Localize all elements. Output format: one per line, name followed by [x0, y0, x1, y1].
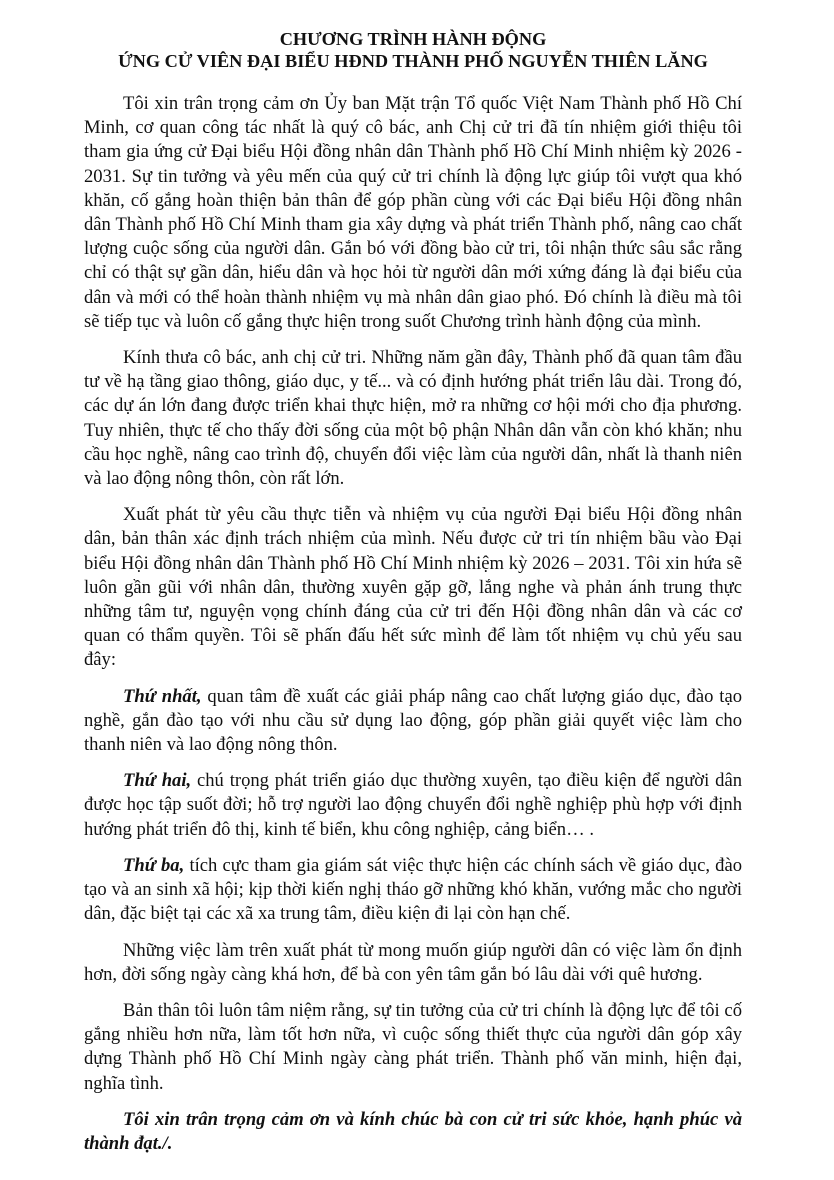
paragraph-pledge: Xuất phát từ yêu cầu thực tiễn và nhiệm vụ của người Đại biểu Hội đồng nhân dân, bản thân xác định trách nhiệm của mình. Nếu được cử tri tín nhiệm bầu vào Đại biểu Hội đồng nhân dân Thành phố Hồ Chí Minh nhiệm kỳ 2026 – 2031. Tôi xin hứa sẽ luôn gần gũi với nhân dân, thường xuyên gặp gỡ, lắng nghe và phản ánh trung thực những tâm tư, nguyện vọng chính đáng của cử tri đến Hội đồng nhân dân và các cơ quan có thẩm quyền. Tôi sẽ phấn đấu hết sức mình để làm tốt nhiệm vụ chủ yếu sau đây:: [84, 504, 742, 671]
paragraph-goal: Những việc làm trên xuất phát từ mong muốn giúp người dân có việc làm ổn định hơn, đời sống ngày càng khá hơn, để bà con yên tâm gắn bó lâu dài với quê hương.: [84, 939, 742, 985]
paragraph-motivation: Bản thân tôi luôn tâm niệm rằng, sự tin tưởng của cử tri chính là động lực để tôi cố gắng nhiều hơn nữa, làm tốt hơn nữa, vì cuộc sống thiết thực của người dân góp xây dựng Thành phố Hồ Chí Minh ngày càng phát triển. Thành phố văn minh, hiện đại, nghĩa tình.: [84, 999, 742, 1094]
commitment-second: [84, 769, 742, 842]
paragraph-intro: Tôi xin trân trọng cảm ơn Ủy ban Mặt trận Tổ quốc Việt Nam Thành phố Hồ Chí Minh, cơ quan công tác nhất là quý cô bác, anh Chị cử tri đã tín nhiệm giới thiệu tôi tham gia ứng cử Đại biểu Hội đồng nhân dân Thành phố Hồ Chí Minh nhiệm kỳ 2026 - 2031. Sự tin tưởng và yêu mến của quý cử tri chính là động lực giúp tôi vượt qua khó khăn, cố gắng hoàn thiện bản thân để góp phần cùng với các Đại biểu Hội đồng nhân dân Thành phố Hồ Chí Minh tham gia xây dựng và phát triển Thành phố, nâng cao chất lượng cuộc sống của người dân. Gắn bó với đồng bào cử tri, tôi nhận thức sâu sắc rằng chỉ có thật sự gần dân, hiểu dân và học hỏi từ người dân mới xứng đáng là đại biểu của dân và mới có thể hoàn thành nhiệm vụ mà nhân dân giao phó. Đó chính là điều mà tôi sẽ tiếp tục và luôn cố gắng thực hiện trong suốt Chương trình hành động của mình.: [84, 93, 742, 332]
closing-remark: Tôi xin trân trọng cảm ơn và kính chúc bà con cử tri sức khỏe, hạnh phúc và thành đạt./.: [84, 1108, 742, 1154]
commitment-third: [84, 854, 742, 927]
commitment-text: chú trọng phát triển giáo dục thường xuyên, tạo điều kiện để người dân được học tập suốt đời; hỗ trợ người lao động chuyển đổi nghề nghiệp phù hợp với định hướng phát triển đô thị, kinh tế biển, khu công nghiệp, cảng biển… .: [84, 770, 742, 840]
commitment-lead: Thứ ba,: [123, 854, 185, 876]
document-subtitle: ỨNG CỬ VIÊN ĐẠI BIỂU HĐND THÀNH PHỐ NGUYỄN THIÊN LĂNG: [118, 51, 708, 71]
document-title: CHƯƠNG TRÌNH HÀNH ĐỘNG: [279, 29, 547, 49]
commitment-lead: Thứ nhất,: [123, 685, 202, 707]
commitment-lead: Thứ hai,: [123, 770, 192, 792]
commitment-first: [84, 685, 742, 758]
document-header: [84, 28, 742, 72]
paragraph-context: Kính thưa cô bác, anh chị cử tri. Những năm gần đây, Thành phố đã quan tâm đầu tư về hạ tầng giao thông, giáo dục, y tế... và có định hướng phát triển lâu dài. Trong đó, các dự án lớn đang được triển khai thực hiện, mở ra những cơ hội mới cho địa phương. Tuy nhiên, thực tế cho thấy đời sống của một bộ phận Nhân dân vẫn còn khó khăn; nhu cầu học nghề, nâng cao trình độ, chuyển đổi việc làm của người dân, nhất là thanh niên và lao động nông thôn, còn rất lớn.: [84, 347, 742, 490]
commitment-text: quan tâm đề xuất các giải pháp nâng cao chất lượng giáo dục, đào tạo nghề, gắn đào tạo với nhu cầu sử dụng lao động, góp phần giải quyết việc làm cho thanh niên và lao động nông thôn.: [84, 685, 742, 756]
document-page: [84, 28, 742, 1156]
commitment-text: tích cực tham gia giám sát việc thực hiện các chính sách về giáo dục, đào tạo và an sinh xã hội; kịp thời kiến nghị tháo gỡ những khó khăn, vướng mắc cho người dân, đặc biệt tại các xã xa trung tâm, điều kiện đi lại còn hạn chế.: [84, 854, 742, 925]
